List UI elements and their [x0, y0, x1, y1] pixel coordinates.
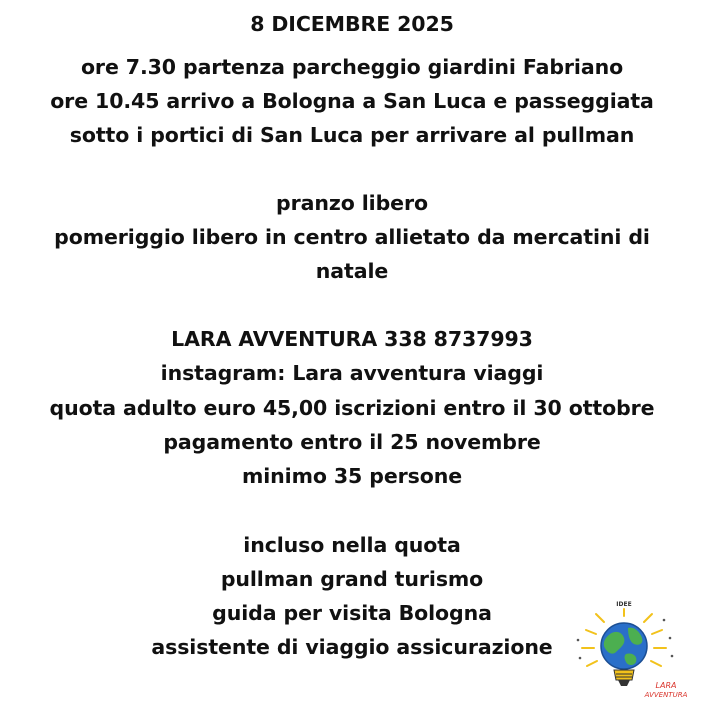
- arrival-line: ore 10.45 arrivo a Bologna a San Luca e passeggiata: [50, 89, 654, 113]
- departure-line: ore 7.30 partenza parcheggio giardini Fabriano: [80, 55, 624, 79]
- minimum-line: minimo 35 persone: [241, 464, 463, 488]
- lunch-line: pranzo libero: [276, 191, 428, 215]
- globe-icon: [601, 623, 647, 669]
- walk-line: sotto i portici di San Luca per arrivare al pullman: [69, 123, 635, 147]
- logo-brand-line-2: AVVENTURA: [644, 691, 688, 699]
- contact-line: LARA AVVENTURA 338 8737993: [171, 327, 533, 351]
- included-item-bus: pullman grand turismo: [220, 567, 484, 591]
- afternoon-line-2: natale: [315, 259, 389, 283]
- included-item-assist: assistente di viaggio assicurazione: [151, 635, 553, 659]
- afternoon-line-1: pomeriggio libero in centro allietato da mercatini di: [54, 225, 650, 249]
- instagram-line: instagram: Lara avventura viaggi: [160, 361, 544, 385]
- logo-brand-line-1: LARA: [655, 681, 677, 690]
- included-title: incluso nella quota: [243, 533, 461, 557]
- logo-top-text: IDEE: [616, 601, 632, 608]
- event-date: 8 DICEMBRE 2025: [250, 12, 454, 36]
- payment-line: pagamento entro il 25 novembre: [163, 430, 541, 454]
- lightbulb-globe-logo: [566, 596, 700, 704]
- included-item-guide: guida per visita Bologna: [212, 601, 492, 625]
- bulb-base-icon: [614, 670, 634, 686]
- price-line: quota adulto euro 45,00 iscrizioni entro il 30 ottobre: [49, 396, 655, 420]
